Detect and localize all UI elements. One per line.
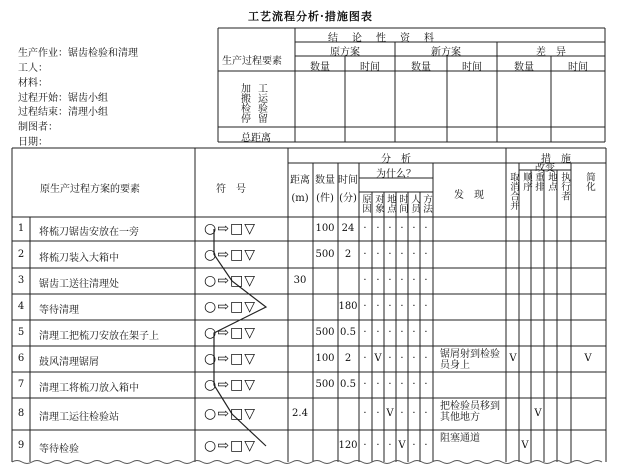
element-process: 加工 [241,84,275,95]
sub-time-3: 时间 [568,62,588,73]
row-why-mark: · [376,275,380,286]
sub-qty-2: 数量 [411,62,431,73]
row-why-mark: · [388,248,392,260]
row-why-mark: · [400,379,404,390]
symbol-set [204,221,256,237]
row-why-mark: · [424,223,428,234]
storage-triangle-icon: ▽ [244,325,256,341]
row-quantity: 500 [315,327,335,338]
time-header: 时间(分) [338,175,358,204]
row-why-mark: · [412,440,416,451]
symbol-set [204,406,256,422]
row-why-mark: · [363,275,367,286]
distance-header: 距离(m) [290,175,310,204]
element-transport: 搬运 [241,94,275,105]
measures-header: 措 施 [541,154,571,165]
operation-circle-icon: ○ [204,221,218,237]
symbol-set [204,299,256,315]
transport-arrow-icon: ⇨ [217,438,230,454]
row-description: 鼓风清理锯屑 [39,357,99,368]
row-why-mark: · [400,223,404,234]
why-header: 为什么？ [376,169,416,180]
row-why-mark: · [363,223,367,234]
row-why-mark: · [363,408,367,419]
row-finding: 锯屑射到检验员身上 [440,349,500,371]
row-description: 等待清理 [39,305,79,316]
info-work: 生产作业：锯齿检验和清理 [18,48,138,59]
row-why-mark: · [376,327,380,338]
row-why-mark: · [412,275,416,286]
symbol-set [204,273,256,289]
row-why-mark: · [412,301,416,312]
row-number: 1 [17,223,25,234]
row-why-mark: · [424,440,428,451]
row-why-mark: · [388,223,392,234]
row-description: 清理工运往检验站 [39,412,119,423]
page-title: 工艺流程分析·措施图表 [248,10,373,23]
row-why-mark: · [424,275,428,286]
row-why-mark: · [376,408,380,419]
storage-triangle-icon: ▽ [244,273,256,289]
transport-arrow-icon: ⇨ [217,406,230,422]
row-description: 将梳刀装入大箱中 [39,252,119,264]
element-inspect: 检验 [241,104,275,115]
row-why-mark: · [388,301,392,312]
transport-arrow-icon: ⇨ [217,246,230,263]
row-quantity: 100 [315,353,335,364]
transport-arrow-icon: ⇨ [217,351,230,367]
symbol-set [204,351,256,367]
symbol-set [204,438,256,454]
info-worker: 工人： [18,63,48,74]
row-measure-mark: V [534,408,542,419]
row-why-mark: · [424,248,428,260]
measure-place-header: 地点 [546,172,557,191]
row-why-mark: · [363,301,367,312]
group-new: 新方案 [431,47,461,58]
row-why-mark: · [388,440,392,451]
symbol-set [204,377,256,393]
info-drawer: 制图者： [18,122,58,133]
why-col-header: 人员 [409,194,420,213]
storage-triangle-icon: ▽ [244,438,256,454]
row-description: 等待检验 [39,444,79,455]
symbol-set [204,247,256,263]
row-why-mark: · [363,379,367,390]
symbol-set [204,325,256,341]
row-number: 3 [17,275,25,286]
quantity-header: 数量(件) [315,175,335,204]
row-description: 锯齿工送往清理处 [39,279,119,290]
why-col-header: 方法 [421,194,432,213]
operation-circle-icon: ○ [204,246,218,263]
row-number: 8 [17,408,25,419]
measure-simplify-header: 简化 [584,172,595,191]
row-why-mark: · [424,353,428,364]
info-date: 日期： [18,137,48,148]
row-finding: 阻塞通道 [440,433,480,444]
row-why-mark: V [386,408,394,419]
row-why-mark: · [400,327,404,338]
row-measure-mark: V [584,353,592,364]
row-distance: 2.4 [292,408,308,419]
operation-circle-icon: ○ [204,351,218,367]
row-number: 4 [17,301,25,312]
row-why-mark: · [400,408,404,419]
measure-rearrange-header: 重排 [533,172,544,191]
inspection-square-icon: □ [229,273,245,289]
row-why-mark: · [363,353,367,364]
row-number: 2 [17,248,25,260]
row-why-mark: · [412,248,416,260]
inspection-square-icon: □ [229,406,245,422]
row-why-mark: · [376,248,380,260]
operation-circle-icon: ○ [204,377,218,393]
operation-circle-icon: ○ [204,406,218,422]
measure-remove-header [508,172,518,210]
storage-triangle-icon: ▽ [244,221,256,237]
row-why-mark: · [376,440,380,451]
inspection-square-icon: □ [229,438,245,454]
summary-title: 结 论 性 资 料 [328,33,436,44]
row-time: 24 [341,223,355,234]
row-finding: 把检验员移到其他地方 [440,401,500,423]
group-original: 原方案 [330,47,360,58]
info-start: 过程开始：锯齿小组 [18,93,108,104]
row-why-mark: · [363,327,367,338]
row-why-mark: · [376,301,380,312]
inspection-square-icon: □ [229,351,245,367]
row-number: 7 [17,379,25,390]
row-time: 0.5 [340,327,356,338]
measure-order-header: 顺序 [521,172,532,191]
row-why-mark: · [388,275,392,286]
row-why-mark: · [424,327,428,338]
row-why-mark: · [412,379,416,390]
storage-triangle-icon: ▽ [244,377,256,393]
inspection-square-icon: □ [229,246,245,263]
finding-header: 发 现 [454,190,484,201]
row-quantity: 500 [315,379,335,390]
row-why-mark: · [388,379,392,390]
row-why-mark: · [400,275,404,286]
why-col-header: 对象 [373,194,384,213]
operation-circle-icon: ○ [204,273,218,289]
sub-time-1: 时间 [360,62,380,73]
row-distance: 30 [293,275,307,286]
row-number: 5 [17,327,25,338]
row-why-mark: · [424,301,428,312]
element-wait: 停留 [241,114,275,125]
row-quantity: 500 [315,248,335,260]
row-description: 将梳刀锯齿安放在一旁 [39,227,139,238]
row-time: 0.5 [340,379,356,390]
inspection-square-icon: □ [229,325,245,341]
inspection-square-icon: □ [229,221,245,237]
row-time: 2 [344,353,352,364]
operation-circle-icon: ○ [204,325,218,341]
row-measure-mark: V [509,353,517,364]
info-material: 材料： [18,78,48,89]
transport-arrow-icon: ⇨ [217,273,230,289]
why-col-header: 地点 [385,194,396,213]
row-number: 9 [17,440,25,451]
row-why-mark: · [412,408,416,419]
row-why-mark: · [363,440,367,451]
measure-remove-label: 取消 [508,172,519,191]
row-number: 6 [17,353,25,364]
row-why-mark: · [388,327,392,338]
storage-triangle-icon: ▽ [244,406,256,422]
sub-qty-1: 数量 [310,62,330,73]
transport-arrow-icon: ⇨ [217,325,230,341]
storage-triangle-icon: ▽ [244,246,256,263]
row-why-mark: · [412,353,416,364]
operation-circle-icon: ○ [204,299,218,315]
analysis-header: 分 析 [381,154,411,165]
row-time: 180 [338,301,358,312]
why-col-header: 原因 [360,194,371,213]
operation-circle-icon: ○ [204,438,218,454]
row-why-mark: · [376,379,380,390]
sub-qty-3: 数量 [514,62,534,73]
transport-arrow-icon: ⇨ [217,299,230,315]
summary-row-header: 生产过程要素 [222,56,282,67]
group-diff: 差 异 [536,47,566,58]
row-why-mark: · [400,353,404,364]
inspection-square-icon: □ [229,299,245,315]
row-why-mark: · [388,353,392,364]
row-description: 清理工把梳刀安放在架子上 [39,331,159,342]
row-time: 120 [338,440,358,451]
elements-header: 原生产过程方案的要素 [40,184,140,195]
row-why-mark: · [363,248,367,260]
symbols-header: 符 号 [216,184,246,195]
row-why-mark: · [400,248,404,260]
row-description: 清理工将梳刀放入箱中 [39,383,139,394]
row-why-mark: · [376,223,380,234]
row-measure-mark: V [521,440,529,451]
info-end: 过程结束：清理小组 [18,107,108,118]
transport-arrow-icon: ⇨ [217,377,230,393]
measure-executor-header: 执行者 [559,172,570,201]
storage-triangle-icon: ▽ [244,351,256,367]
row-time: 2 [344,248,352,260]
row-why-mark: · [412,223,416,234]
inspection-square-icon: □ [229,377,245,393]
transport-arrow-icon: ⇨ [217,221,230,237]
row-quantity: 100 [315,223,335,234]
row-why-mark: · [412,327,416,338]
storage-triangle-icon: ▽ [244,299,256,315]
row-why-mark: V [398,440,406,451]
row-why-mark: · [424,379,428,390]
row-why-mark: · [400,301,404,312]
measures-change-header: 改变 [535,163,555,174]
why-col-header: 时间 [397,194,408,213]
row-why-mark: V [374,353,382,364]
total-distance-label: 总距离 [241,133,271,144]
sub-time-2: 时间 [462,62,482,73]
row-why-mark: · [424,408,428,419]
measure-merge-label: 合并 [508,191,519,210]
